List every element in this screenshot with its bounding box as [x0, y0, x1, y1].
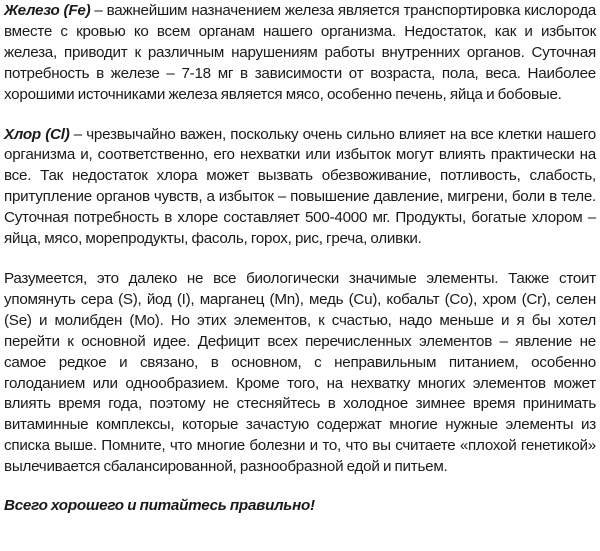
- element-term-iron: Железо (Fe): [4, 2, 91, 19]
- article-body: [4, 0, 596, 517]
- paragraph-chlorine: [4, 125, 596, 250]
- paragraph-iron: [4, 1, 596, 106]
- paragraph-summary: Разумеется, это далеко не все биологически значимые элементы. Также стоит упомянуть сера (S), йод (I), марганец (Mn), медь (Cu), кобальт (Co), хром (Cr), селен (Se) и молибден (Mo). Но этих элементов, к счастью, надо меньше и я бы хотел перейти к основной идее. Дефицит всех перечисленных элементов – явление не самое редкое и связано, в основном, с неправильным питанием, особенно голоданием или однообразием. Кроме того, на нехватку многих элементов может влиять время года, поэтому не стесняйтесь в холодное зимнее время принимать витаминные комплексы, которые зачастую содержат многие нужные элементы из списка выше. Помните, что многие болезни и то, что вы считаете «плохой генетикой» вылечивается сбалансированной, разнообразной едой и питьем.: [4, 269, 596, 476]
- paragraph-iron-text: – важнейшим назначением железа является транспортировка кислорода вместе с кровью ко всем органам нашего организма. Недостаток, как и избыток железа, приводит к различным нарушениям работы внутренних органов. Суточная потребность в железе – 7-18 мг в зависимости от возраста, пола, веса. Наиболее хорошими источниками железа является мясо, особенно печень, яйца и бобовые.: [4, 2, 596, 103]
- element-term-chlorine: Хлор (Cl): [4, 125, 70, 143]
- closing-line: Всего хорошего и питайтесь правильно!: [4, 497, 315, 515]
- paragraph-chlorine-text: – чрезвычайно важен, поскольку очень сильно влияет на все клетки нашего организма и, соответственно, его нехватки или избыток могут влиять практически на все. Так недостаток хлора может вызвать обезвоживание, потливость, слабость, притупление органов чувств, а избыток – повышение давление, мигрени, боли в теле. Суточная потребность в хлоре составляет 500-4000 мг. Продукты, богатые хлором – яйца, мясо, морепродукты, фасоль, горох, рис, греча, оливки.: [4, 125, 596, 248]
